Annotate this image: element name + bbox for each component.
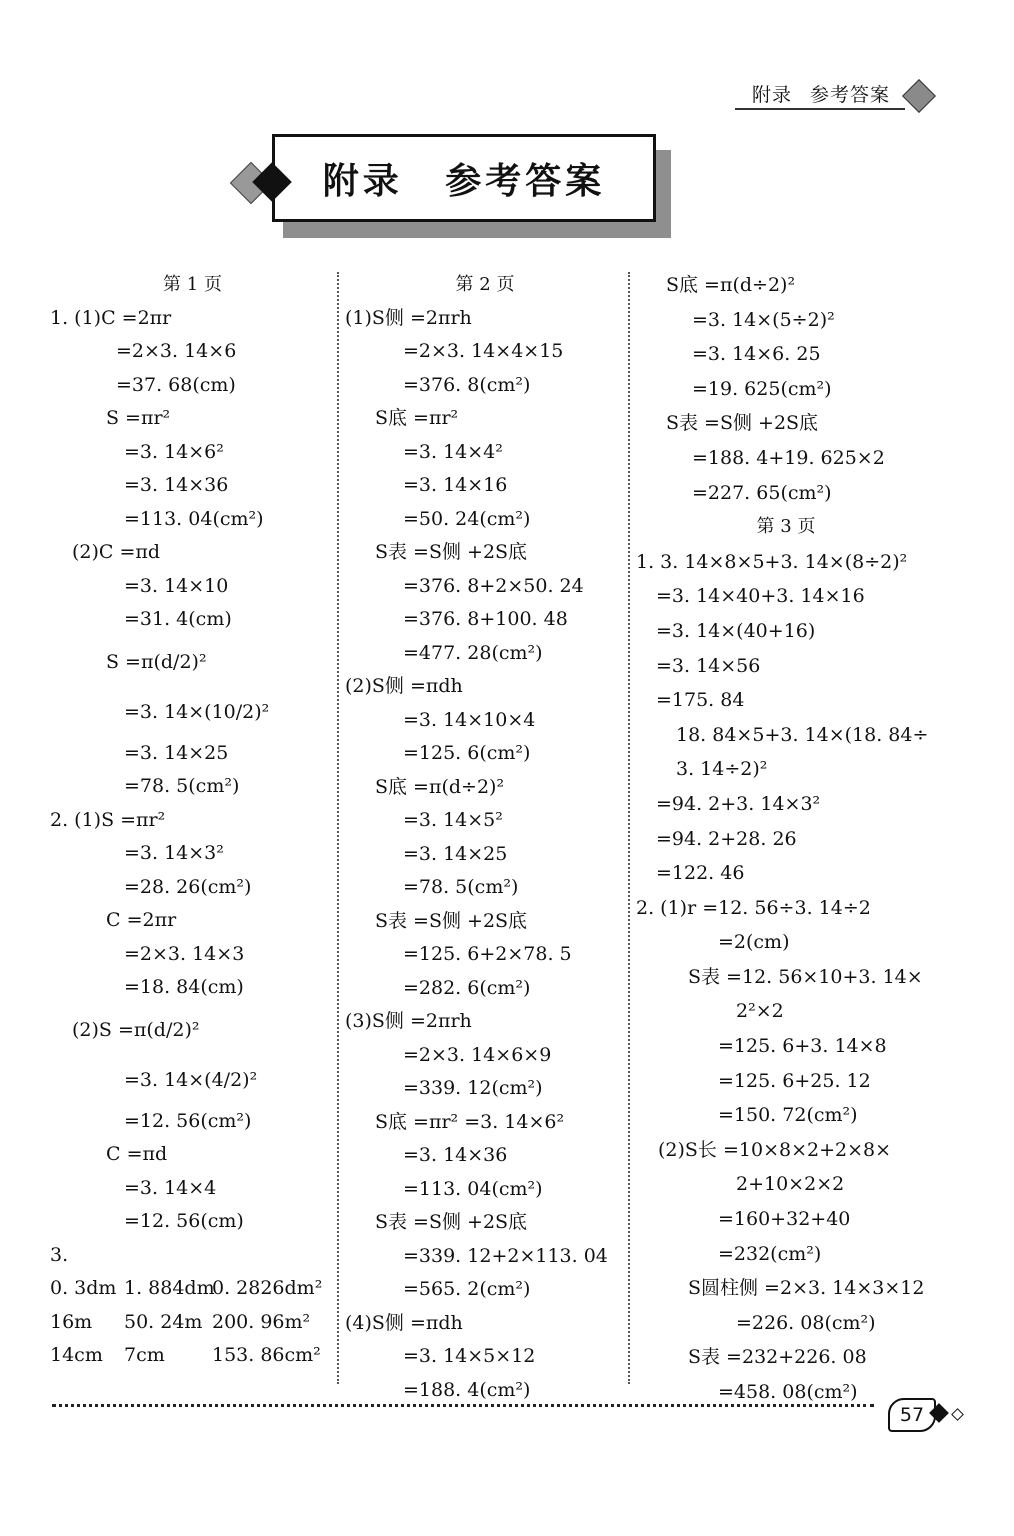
answer-line: =3. 14×16 [403,474,508,496]
answer-line: 1. (1)C =2πr [50,306,172,329]
answer-line: =2×3. 14×4×15 [403,340,564,362]
answer-line: =3. 14×3² [124,842,224,864]
answer-line: (1)S侧 =2πrh [345,306,472,329]
table-cell: 14cm [50,1344,103,1366]
answer-line: 2. (1)r =12. 56÷3. 14÷2 [636,896,871,919]
answer-line: =12. 56(cm) [124,1210,244,1232]
column-divider [628,272,630,1384]
answer-line: =3. 14×(40+16) [656,619,816,642]
answer-line: S表 =S侧 +2S底 [375,541,528,563]
answer-line: 2²×2 [736,1000,784,1023]
running-header-section: 附录 [752,84,793,106]
answer-line: =125. 6+3. 14×8 [718,1035,887,1058]
answer-line: =3. 14×5² [403,809,503,831]
answer-line: =232(cm²) [718,1242,822,1265]
table-cell: 153. 86cm² [212,1344,321,1366]
answer-line: =78. 5(cm²) [124,775,240,797]
diamond-icon [951,1408,964,1421]
answer-line: =113. 04(cm²) [124,507,264,530]
answer-line: =19. 625(cm²) [692,377,832,400]
answer-line: =3. 14×25 [403,842,508,865]
answer-line: =3. 14×4 [124,1176,217,1199]
answer-column-3 [636,268,936,1410]
table-cell: 50. 24m [124,1310,203,1333]
answer-line: S底 =π(d÷2)² [375,775,505,798]
answer-line: =2(cm) [718,931,790,954]
answer-line: =78. 5(cm²) [403,876,519,898]
answer-line: =376. 8(cm²) [403,373,531,396]
answer-line: =3. 14×(5÷2)² [692,308,835,331]
answer-column-1 [50,268,335,1373]
answer-line: =12. 56(cm²) [124,1109,252,1132]
table-row [50,1272,335,1306]
answer-line: =3. 14×36 [124,474,229,496]
answer-line: =3. 14×10×4 [403,708,536,731]
page-title: 附录 参考答案 [322,160,606,202]
answer-line: =339. 12(cm²) [403,1077,543,1099]
diamond-icon [902,79,936,113]
answer-line: S圆柱侧 =2×3. 14×3×12 [688,1277,925,1300]
answer-line: =339. 12+2×113. 04 [403,1244,608,1267]
answer-column-2 [345,268,625,1407]
answer-line: =3. 14×36 [403,1144,508,1166]
answer-line: =50. 24(cm²) [403,507,531,530]
title-banner [272,134,656,222]
header-rule [735,108,905,110]
table-cell: 0. 2826dm² [212,1277,323,1299]
answer-line: =2×3. 14×3 [124,942,245,965]
answer-line: =3. 14×40+3. 14×16 [656,585,865,608]
answer-line: =376. 8+100. 48 [403,608,568,630]
answer-line: =376. 8+2×50. 24 [403,574,584,597]
answer-line: =3. 14×(10/2)² [124,700,270,723]
answer-line: C =πd [106,1143,168,1165]
answer-line: =477. 28(cm²) [403,641,543,664]
answer-line: =565. 2(cm²) [403,1278,531,1300]
answer-line: =125. 6+2×78. 5 [403,943,572,965]
answer-line: =3. 14×25 [124,741,229,764]
answer-line: 1. 3. 14×8×5+3. 14×(8÷2)² [636,550,908,573]
answer-line: =3. 14×6² [124,440,224,463]
answer-line: (2)S =π(d/2)² [72,1018,200,1041]
answer-line: S底 =πr² [375,407,459,429]
page-number: 57 [888,1398,936,1432]
table-cell: 200. 96m² [212,1310,311,1333]
answer-line: S表 =12. 56×10+3. 14× [688,965,923,988]
answer-line: =94. 2+3. 14×3² [656,792,821,815]
answer-line: =37. 68(cm) [116,373,236,396]
answer-line: S =π(d/2)² [106,650,207,673]
answer-line: =150. 72(cm²) [718,1104,858,1127]
answer-line: =3. 14×5×12 [403,1345,536,1367]
running-header [752,80,890,107]
page-heading: 第 1 页 [163,274,222,295]
answer-line: =458. 08(cm²) [718,1381,858,1403]
footer-dotted-rule [52,1404,874,1407]
table-cell: 7cm [124,1344,165,1366]
answer-line: =94. 2+28. 26 [656,827,797,850]
table-cell: 0. 3dm [50,1277,117,1299]
column-divider [337,272,339,1384]
answer-line: 3. [50,1243,69,1266]
answer-line: =3. 14×56 [656,654,761,677]
table-cell: 16m [50,1310,93,1333]
table-row [50,1339,335,1373]
answer-line: =125. 6(cm²) [403,742,531,764]
answer-line: (2)S侧 =πdh [345,675,463,697]
answer-line: S表 =S侧 +2S底 [666,412,819,435]
answer-line: =3. 14×6. 25 [692,343,821,366]
answer-line: 2. (1)S =πr² [50,808,166,831]
answer-line: S底 =πr² =3. 14×6² [375,1110,565,1133]
answer-line: =122. 46 [656,862,745,885]
answer-line: =125. 6+25. 12 [718,1069,871,1092]
answer-line: =28. 26(cm²) [124,875,252,898]
answer-line: =227. 65(cm²) [692,481,832,504]
answer-line: =160+32+40 [718,1208,851,1231]
table-row [50,1306,335,1340]
page-heading: 第 2 页 [455,274,515,295]
answer-line: C =2πr [106,909,177,931]
answer-line: =3. 14×(4/2)² [124,1068,258,1091]
running-header-title: 参考答案 [810,84,891,106]
answer-line: =31. 4(cm) [124,608,232,630]
answer-line: (2)S长 =10×8×2+2×8× [658,1138,892,1161]
answer-line: =3. 14×4² [403,440,503,463]
answer-line: =2×3. 14×6 [116,340,237,362]
answer-line: =226. 08(cm²) [736,1311,876,1334]
answer-line: =2×3. 14×6×9 [403,1043,552,1066]
answer-line: (2)C =πd [72,541,161,563]
answer-line: =188. 4+19. 625×2 [692,446,885,469]
answer-line: 18. 84×5+3. 14×(18. 84÷ [676,723,929,746]
answer-line: (4)S侧 =πdh [345,1311,463,1334]
answer-line: =18. 84(cm) [124,976,244,998]
answer-line: S =πr² [106,407,171,429]
answer-line: 3. 14÷2)² [676,758,768,781]
answer-line: =188. 4(cm²) [403,1378,531,1401]
answer-line: =3. 14×10 [124,574,229,597]
answer-line: =282. 6(cm²) [403,976,531,999]
answer-line: =175. 84 [656,689,745,712]
answer-line: S表 =232+226. 08 [688,1346,867,1369]
answer-line: S表 =S侧 +2S底 [375,1211,528,1233]
answer-line: (3)S侧 =2πrh [345,1010,472,1032]
page-heading: 第 3 页 [756,516,816,538]
answer-line: 2+10×2×2 [736,1173,845,1196]
answer-line: S底 =π(d÷2)² [666,274,796,296]
answer-line: =113. 04(cm²) [403,1177,543,1200]
table-cell: 1. 884dm [124,1277,215,1299]
answer-line: S表 =S侧 +2S底 [375,909,528,932]
